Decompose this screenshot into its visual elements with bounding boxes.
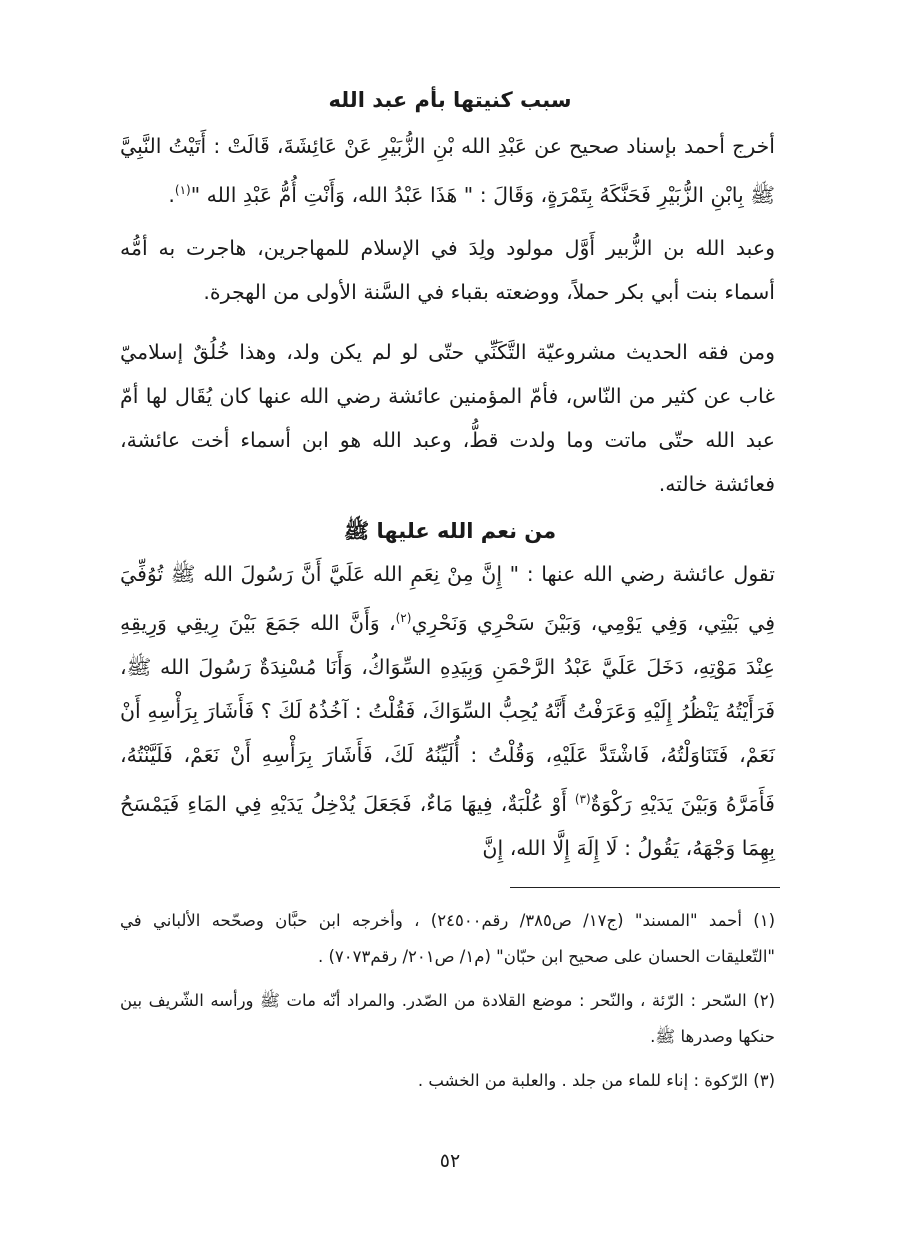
footnote-1: (١) أحمد "المسند" (ج١٧/ ص٣٨٥/ رقم٢٤٥٠٠) ، وأخرجه ابن حبَّان وصحّحه الألباني في "التّعليقات الحسان على صحيح ابن حبّان" (م١/ ص٢٠١/ رقم٧٠٧٣) . (120, 911, 775, 966)
footnote-ref-1[interactable]: (١) (174, 183, 191, 197)
footnotes (120, 903, 775, 1107)
page-number: ٥٢ (439, 1150, 461, 1172)
paragraph-ibn-zubair: وعبد الله بن الزُّبير أَوَّل مولود ولِدَ في الإسلام للمهاجرين، هاجرت به أمُّه أسماء بنت أبي بكر حملاً، ووضعته بقباء في السَّنة الأولى من الهجرة. (120, 236, 775, 304)
paragraph-text: ، وَأَنَّ الله جَمَعَ بَيْنَ رِيقِي وَرِيقِهِ عِنْدَ مَوْتِهِ، دَخَلَ عَلَيَّ عَبْدُ الرَّحْمَنِ وَبِيَدِهِ السِّوَاكُ، وَأَنَا مُسْنِدَةٌ رَسُولَ الله ﷺ، فَرَأَيْتُهُ يَنْظُرُ إِلَيْهِ وَعَرَفْتُ أَنَّهُ يُحِبُّ السِّوَاكَ، فَقُلْتُ : آخُذُهُ لَكَ ؟ فَأَشَارَ بِرَأْسِهِ أَنْ نَعَمْ، فَتَنَاوَلْتُهُ، فَاشْتَدَّ عَلَيْهِ، وَقُلْتُ : أُلَيِّنُهُ لَكَ، فَأَشَارَ بِرَأْسِهِ أَنْ نَعَمْ، فَلَيَّنْتُهُ، فَأَمَرَّهُ وَبَيْنَ يَدَيْهِ رَكْوَةٌ (120, 610, 775, 816)
paragraph-text: أخرج أحمد بإسناد صحيح عن عَبْدِ الله بْنِ الزُّبَيْرِ عَنْ عَائِشَةَ، قَالَتْ : أَتَيْتُ النَّبِيَّ ﷺ بِابْنِ الزُّبَيْرِ فَحَنَّكَهُ بِتَمْرَةٍ، وَقَالَ : " هَذَا عَبْدُ الله، وَأَنْتِ أُمُّ عَبْدِ الله " (120, 134, 775, 207)
paragraph-fiqh: ومن فقه الحديث مشروعيّة التَّكَنِّي حتّى لو لم يكن ولد، وهذا خُلُقٌ إسلاميّ غاب عن كثير من النّاس، فأمّ المؤمنين عائشة رضي الله عنها كان يُقَال لها أمّ عبد الله حتّى ماتت وما ولدت قطُّ، وعبد الله هو ابن أسماء أخت عائشة، فعائشة خالته. (120, 340, 775, 496)
paragraph-text: أَوْ عُلْبَةٌ، فِيهَا مَاءٌ، فَجَعَلَ يُدْخِلُ يَدَيْهِ فِي المَاءِ فَيَمْسَحُ بِهِمَا وَجْهَهُ، يَقُولُ : لَا إِلَهَ إِلَّا الله، إِنَّ (120, 791, 775, 860)
footnote-ref-2[interactable]: (٢) (395, 611, 412, 625)
paragraph-aisha-siwak (120, 552, 775, 870)
footnote-separator (510, 887, 780, 888)
section-heading-blessings: من نعم الله عليها ﷺ (343, 519, 557, 543)
footnote-3: (٣) الرّكوة : إناء للماء من جلد . والعلبة من الخشب . (417, 1071, 775, 1090)
paragraph-tail: . (168, 182, 175, 207)
paragraph-text: تقول عائشة رضي الله عنها : " إِنَّ مِنْ نِعَمِ الله عَلَيَّ أَنَّ رَسُولَ الله ﷺ تُوُفِّيَ فِي بَيْتِي، وَفِي يَوْمِي، وَبَيْنَ سَحْرِي وَنَحْرِي (120, 562, 775, 635)
section-heading-kunya: سبب كنيتها بأم عبد الله (328, 88, 572, 112)
footnote-2: (٢) السّحر : الرّئة ، والنّحر : موضع القلادة من الصّدر. والمراد أنّه مات ﷺ ورأسه الشّريف بين حنكها وصدرها ﷺ. (120, 991, 775, 1046)
footnote-ref-3[interactable]: (٣) (574, 791, 591, 806)
paragraph-hadith-ahmad (120, 124, 775, 217)
